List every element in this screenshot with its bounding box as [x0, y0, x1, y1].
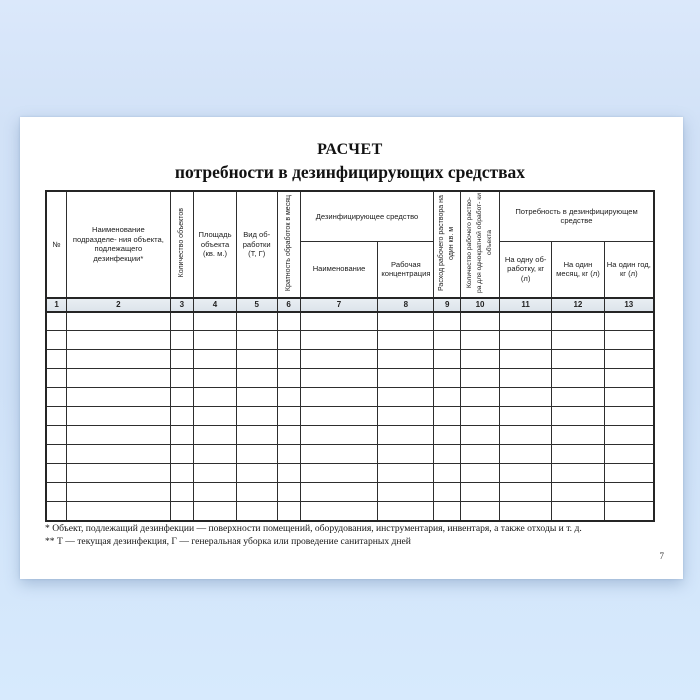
empty-cell: [604, 426, 654, 445]
empty-cell: [194, 350, 237, 369]
empty-data-row: [46, 464, 654, 483]
empty-cell: [461, 331, 500, 350]
empty-cell: [434, 502, 461, 521]
group-header-need: Потребность в дезинфицирующем средстве: [500, 191, 654, 241]
empty-cell: [552, 369, 604, 388]
empty-cell: [552, 502, 604, 521]
empty-cell: [170, 369, 194, 388]
col-header-solution-quantity-label: Количество рабочего раство- ра для однократной обработ- ки объекта: [465, 193, 494, 293]
empty-cell: [67, 312, 170, 331]
empty-data-row: [46, 312, 654, 331]
empty-cell: [67, 445, 170, 464]
empty-cell: [434, 426, 461, 445]
empty-cell: [434, 312, 461, 331]
col-header-solution-consumption: [434, 191, 461, 298]
empty-cell: [170, 426, 194, 445]
footnotes: [45, 523, 657, 549]
empty-cell: [552, 312, 604, 331]
empty-cell: [67, 502, 170, 521]
empty-cell: [236, 483, 277, 502]
empty-cell: [378, 426, 434, 445]
empty-cell: [378, 388, 434, 407]
empty-cell: [300, 369, 378, 388]
empty-cell: [46, 445, 67, 464]
empty-cell: [46, 388, 67, 407]
empty-cell: [461, 502, 500, 521]
col-header-working-concentration: Рабочая концентрация: [378, 241, 434, 297]
empty-cell: [434, 369, 461, 388]
empty-cell: [277, 407, 300, 426]
empty-cell: [378, 502, 434, 521]
empty-cell: [461, 388, 500, 407]
column-number: 3: [170, 298, 194, 312]
col-header-frequency: [277, 191, 300, 298]
empty-cell: [67, 407, 170, 426]
empty-data-row: [46, 331, 654, 350]
empty-cell: [500, 350, 552, 369]
document-title: РАСЧЕТ: [317, 141, 383, 158]
empty-cell: [170, 483, 194, 502]
empty-cell: [552, 407, 604, 426]
col-header-frequency-label: Кратность обработок в месяц: [284, 194, 292, 292]
empty-cell: [46, 369, 67, 388]
empty-cell: [46, 350, 67, 369]
empty-cell: [236, 407, 277, 426]
empty-cell: [236, 331, 277, 350]
empty-cell: [461, 464, 500, 483]
empty-cell: [300, 445, 378, 464]
empty-cell: [46, 426, 67, 445]
empty-cell: [604, 388, 654, 407]
empty-cell: [194, 312, 237, 331]
empty-cell: [604, 369, 654, 388]
empty-cell: [194, 369, 237, 388]
column-number-row: [46, 298, 654, 312]
empty-cell: [434, 388, 461, 407]
empty-cell: [194, 445, 237, 464]
empty-cell: [194, 331, 237, 350]
empty-cell: [500, 445, 552, 464]
empty-cell: [552, 331, 604, 350]
empty-cell: [170, 407, 194, 426]
empty-cell: [277, 464, 300, 483]
empty-cell: [461, 350, 500, 369]
empty-cell: [604, 407, 654, 426]
empty-cell: [194, 426, 237, 445]
empty-cell: [46, 407, 67, 426]
empty-cell: [461, 407, 500, 426]
col-header-per-year: На один год, кг (л): [604, 241, 654, 297]
empty-cell: [378, 331, 434, 350]
empty-cell: [500, 312, 552, 331]
empty-cell: [378, 483, 434, 502]
empty-cell: [277, 388, 300, 407]
empty-cell: [170, 312, 194, 331]
empty-cell: [461, 426, 500, 445]
empty-cell: [236, 312, 277, 331]
empty-cell: [604, 464, 654, 483]
empty-cell: [170, 388, 194, 407]
column-number: 6: [277, 298, 300, 312]
empty-cell: [277, 502, 300, 521]
empty-cell: [378, 464, 434, 483]
disinfectant-calculation-table: [45, 190, 655, 522]
empty-cell: [67, 369, 170, 388]
empty-cell: [461, 445, 500, 464]
empty-cell: [236, 445, 277, 464]
empty-cell: [194, 407, 237, 426]
empty-cell: [236, 388, 277, 407]
empty-cell: [46, 464, 67, 483]
empty-cell: [300, 388, 378, 407]
empty-cell: [461, 369, 500, 388]
empty-cell: [46, 502, 67, 521]
empty-cell: [194, 483, 237, 502]
empty-cell: [500, 388, 552, 407]
empty-cell: [194, 502, 237, 521]
empty-data-row: [46, 426, 654, 445]
empty-cell: [236, 369, 277, 388]
empty-cell: [552, 445, 604, 464]
empty-cell: [604, 312, 654, 331]
empty-cell: [194, 388, 237, 407]
column-number: 9: [434, 298, 461, 312]
empty-cell: [236, 426, 277, 445]
column-number: 1: [46, 298, 67, 312]
empty-cell: [46, 331, 67, 350]
empty-data-row: [46, 369, 654, 388]
empty-cell: [277, 445, 300, 464]
empty-cell: [277, 331, 300, 350]
empty-cell: [604, 483, 654, 502]
title-block: [45, 141, 655, 183]
footnote-1: * Объект, подлежащий дезинфекции — поверхности помещений, оборудования, инструментария, инвентаря, а также отходы и т. д.: [45, 523, 582, 534]
document-page: [20, 117, 683, 579]
empty-cell: [378, 407, 434, 426]
empty-cell: [461, 483, 500, 502]
empty-cell: [434, 350, 461, 369]
empty-cell: [604, 445, 654, 464]
col-header-per-treatment: На одну об- работку, кг (л): [500, 241, 552, 297]
empty-cell: [67, 350, 170, 369]
empty-cell: [378, 445, 434, 464]
column-number: 13: [604, 298, 654, 312]
empty-cell: [170, 331, 194, 350]
column-number: 4: [194, 298, 237, 312]
empty-cell: [500, 483, 552, 502]
empty-cell: [552, 426, 604, 445]
empty-cell: [378, 369, 434, 388]
column-number: 10: [461, 298, 500, 312]
empty-cell: [277, 483, 300, 502]
col-header-per-month: На один месяц, кг (л): [552, 241, 604, 297]
empty-cell: [434, 445, 461, 464]
empty-cell: [300, 426, 378, 445]
empty-cell: [434, 464, 461, 483]
empty-cell: [236, 502, 277, 521]
empty-cell: [378, 312, 434, 331]
empty-cell: [434, 483, 461, 502]
empty-cell: [67, 426, 170, 445]
empty-cell: [552, 464, 604, 483]
page-number: 7: [659, 551, 664, 561]
empty-cell: [67, 388, 170, 407]
empty-cell: [500, 407, 552, 426]
empty-data-row: [46, 483, 654, 502]
column-number: 7: [300, 298, 378, 312]
col-header-number: №: [46, 191, 67, 298]
empty-cell: [378, 350, 434, 369]
col-header-area: Площадь объекта (кв. м.): [194, 191, 237, 298]
column-number: 2: [67, 298, 170, 312]
empty-cell: [300, 350, 378, 369]
empty-cell: [500, 502, 552, 521]
empty-cell: [500, 464, 552, 483]
empty-cell: [46, 312, 67, 331]
empty-cell: [277, 350, 300, 369]
column-number: 5: [236, 298, 277, 312]
column-number: 8: [378, 298, 434, 312]
empty-cell: [67, 331, 170, 350]
empty-cell: [552, 388, 604, 407]
empty-cell: [604, 331, 654, 350]
empty-cell: [300, 331, 378, 350]
empty-cell: [67, 483, 170, 502]
empty-cell: [170, 464, 194, 483]
empty-cell: [500, 331, 552, 350]
col-header-object-count: [170, 191, 194, 298]
empty-cell: [277, 369, 300, 388]
empty-cell: [300, 464, 378, 483]
empty-cell: [300, 483, 378, 502]
empty-cell: [434, 407, 461, 426]
col-header-solution-consumption-label: Расход рабочего раствора на один кв. м: [438, 195, 456, 291]
footnote-2: ** Т — текущая дезинфекция, Г — генеральная уборка или проведение санитарных дней: [45, 535, 411, 547]
empty-cell: [300, 312, 378, 331]
document-subtitle: потребности в дезинфицирующих средствах: [174, 162, 526, 182]
empty-cell: [277, 312, 300, 331]
col-header-object-name: Наименование подразделе- ния объекта, подлежащего дезинфекции*: [67, 191, 170, 298]
col-header-object-count-label: Количество объектов: [177, 208, 185, 278]
empty-data-row: [46, 388, 654, 407]
empty-cell: [604, 350, 654, 369]
col-header-disinfectant-name: Наименование: [300, 241, 378, 297]
empty-cell: [500, 369, 552, 388]
empty-cell: [236, 464, 277, 483]
empty-cell: [170, 350, 194, 369]
col-header-processing-type: Вид об- работки (Т, Г): [236, 191, 277, 298]
group-header-disinfectant: Дезинфицирующее средство: [300, 191, 434, 241]
empty-cell: [300, 502, 378, 521]
empty-cell: [46, 483, 67, 502]
empty-cell: [604, 502, 654, 521]
empty-cell: [236, 350, 277, 369]
empty-cell: [170, 502, 194, 521]
empty-cell: [194, 464, 237, 483]
empty-cell: [461, 312, 500, 331]
col-header-solution-quantity: [461, 191, 500, 298]
empty-cell: [552, 350, 604, 369]
empty-cell: [67, 464, 170, 483]
column-number: 11: [500, 298, 552, 312]
empty-cell: [500, 426, 552, 445]
empty-cell: [277, 426, 300, 445]
empty-data-row: [46, 350, 654, 369]
empty-cell: [434, 331, 461, 350]
empty-data-row: [46, 502, 654, 521]
table-body: [46, 312, 654, 521]
empty-cell: [300, 407, 378, 426]
column-number: 12: [552, 298, 604, 312]
empty-data-row: [46, 407, 654, 426]
empty-cell: [552, 483, 604, 502]
empty-data-row: [46, 445, 654, 464]
empty-cell: [170, 445, 194, 464]
